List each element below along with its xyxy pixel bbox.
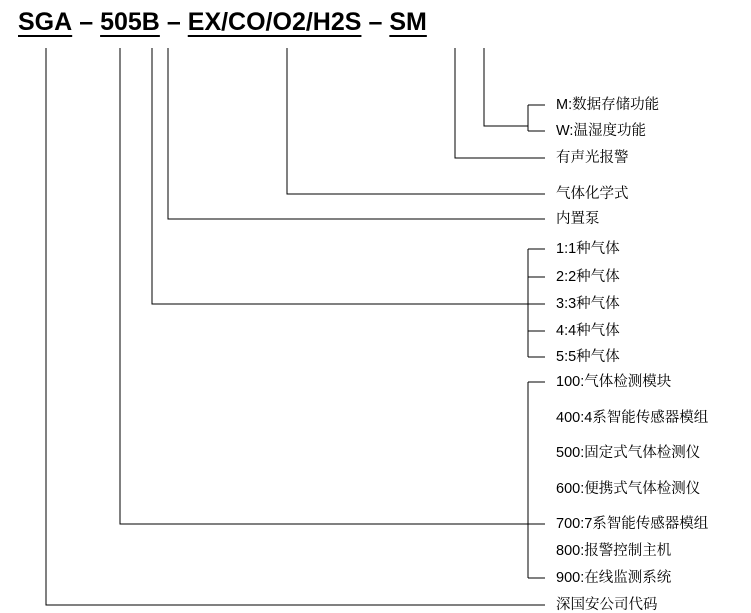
label-gas-2: 2:2种气体 <box>556 269 620 285</box>
label-gas-3: 3:3种气体 <box>556 296 620 312</box>
label-mod-100: 100:气体检测模块 <box>556 374 672 390</box>
code-segment-gas-list: EX/CO/O2/H2S <box>187 8 362 36</box>
code-segment-505b: 505B <box>100 8 160 36</box>
label-mod-400: 400:4系智能传感器模组 <box>556 410 709 426</box>
label-sound-light: 有声光报警 <box>556 150 629 166</box>
label-gas-formula: 气体化学式 <box>556 186 629 202</box>
line-gas-count <box>152 48 528 304</box>
code-segment-sm: SM <box>389 8 427 36</box>
label-w-temp-hum: W:温湿度功能 <box>556 123 646 139</box>
label-built-in-pump: 内置泵 <box>556 211 600 227</box>
label-mod-800: 800:报警控制主机 <box>556 543 672 559</box>
label-gas-1: 1:1种气体 <box>556 241 620 257</box>
label-mod-900: 900:在线监测系统 <box>556 570 672 586</box>
label-mod-700: 700:7系智能传感器模组 <box>556 516 709 532</box>
code-dash-3: – <box>368 8 383 36</box>
line-gas-formula <box>287 48 545 194</box>
label-gas-5: 5:5种气体 <box>556 349 620 365</box>
line-module-series <box>120 48 528 524</box>
code-segment-sga: SGA <box>18 8 73 36</box>
line-sound-light <box>455 48 545 158</box>
label-m-storage: M:数据存储功能 <box>556 97 660 113</box>
code-dash-1: – <box>79 8 94 36</box>
code-dash-2: – <box>166 8 181 36</box>
line-company-code <box>46 48 545 605</box>
label-gas-4: 4:4种气体 <box>556 323 620 339</box>
line-sm-branch <box>484 48 528 126</box>
label-company-code: 深国安公司代码 <box>556 597 658 613</box>
label-mod-500: 500:固定式气体检测仪 <box>556 445 701 461</box>
label-mod-600: 600:便携式气体检测仪 <box>556 481 701 497</box>
